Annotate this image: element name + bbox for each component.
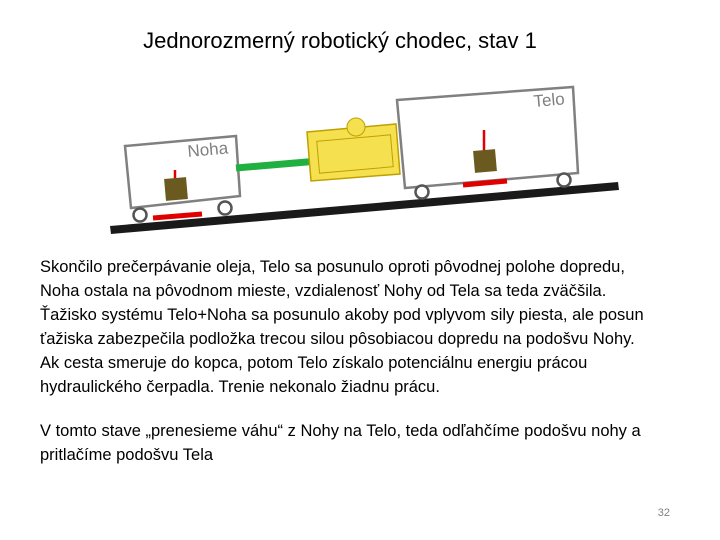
paragraph-1-line: Noha ostala na pôvodnom mieste, vzdialenosť Nohy od Tela sa teda zväčšila. xyxy=(40,282,607,300)
walker-diagram xyxy=(0,0,720,245)
body-label: Telo xyxy=(532,89,566,111)
paragraph-1-line: Ak cesta smeruje do kopca, potom Telo získalo potenciálnu energiu prácou xyxy=(40,354,588,372)
paragraph-1-line: ťažiska zabezpečila podložka trecou silou pôsobiacou dopredu na podošvu Nohy. xyxy=(40,330,635,348)
slide-body xyxy=(40,255,690,467)
foot-cart xyxy=(125,136,240,222)
paragraph-1 xyxy=(40,255,690,399)
hydraulic-piston xyxy=(236,118,400,181)
foot-weight xyxy=(164,177,188,201)
slide-title: Jednorozmerný robotický chodec, stav 1 xyxy=(143,28,537,53)
foot-sole xyxy=(153,214,202,218)
body-cart xyxy=(397,87,578,199)
slide-number: 32 xyxy=(657,507,670,519)
paragraph-1-line: hydraulického čerpadla. Trenie nekonalo žiadnu prácu. xyxy=(40,378,440,396)
body-wheel-rear xyxy=(416,186,429,199)
paragraph-1-line: Skončilo prečerpávanie oleja, Telo sa posunulo oproti pôvodnej polohe dopredu, xyxy=(40,258,625,276)
piston-knob xyxy=(347,118,365,136)
foot-label: Noha xyxy=(186,138,229,161)
foot-wheel-front xyxy=(219,202,232,215)
paragraph-1-line: Ťažisko systému Telo+Noha sa posunulo akoby pod vplyvom sily piesta, ale posun xyxy=(40,306,644,324)
paragraph-2-line: pritlačíme podošvu Tela xyxy=(40,446,214,464)
foot-wheel-rear xyxy=(134,209,147,222)
body-wheel-front xyxy=(558,174,571,187)
paragraph-2 xyxy=(40,419,690,467)
paragraph-2-line: V tomto stave „prenesieme váhu“ z Nohy na Telo, teda odľahčíme podošvu nohy a xyxy=(40,422,641,440)
body-weight xyxy=(473,149,497,173)
